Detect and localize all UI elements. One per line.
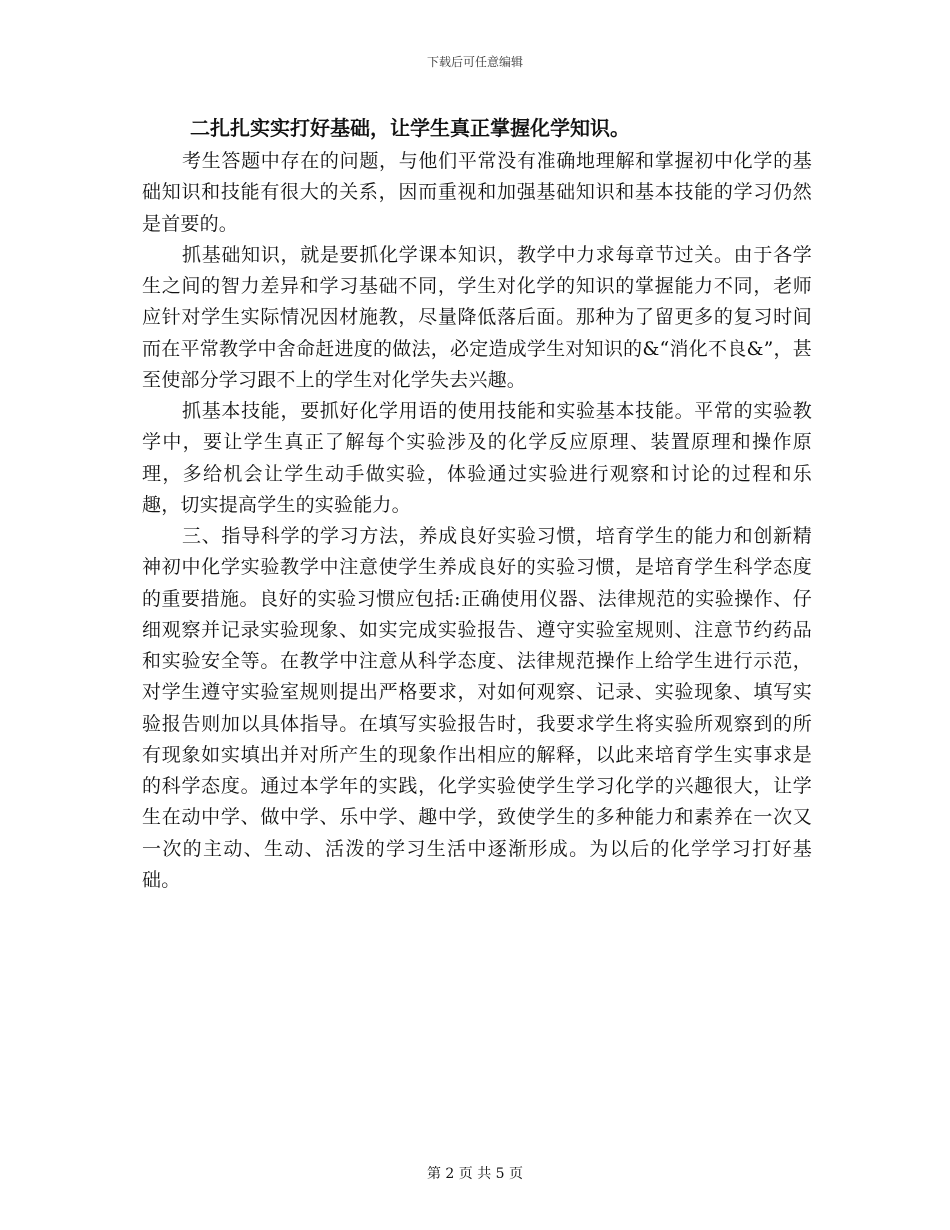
paragraph-1: 考生答题中存在的问题，与他们平常没有准确地理解和掌握初中化学的基础知识和技能有很大的关系，因而重视和加强基础知识和基本技能的学习仍然是首要的。 bbox=[142, 150, 812, 235]
paragraph-2: 抓基础知识，就是要抓化学课本知识，教学中力求每章节过关。由于各学生之间的智力差异和学习基础不同，学生对化学的知识的掌握能力不同，老师应针对学生实际情况因材施教，尽量降低落后面。那种为了留更多的复习时间而在平常教学中舍命赶进度的做法，必定造成学生对知识的&“消化不良&”，甚至使部分学习跟不上的学生对化学失去兴趣。 bbox=[142, 243, 812, 391]
section-heading: 二扎扎实实打好基础，让学生真正掌握化学知识。 bbox=[190, 116, 630, 140]
page-number: 第 2 页 共 5 页 bbox=[426, 1166, 524, 1182]
document-body bbox=[142, 110, 812, 896]
paragraph-3: 抓基本技能，要抓好化学用语的使用技能和实验基本技能。平常的实验教学中，要让学生真正了解每个实验涉及的化学反应原理、装置原理和操作原理，多给机会让学生动手做实验，体验通过实验进行观察和讨论的过程和乐趣，切实提高学生的实验能力。 bbox=[142, 400, 812, 516]
paragraph-4: 三、指导科学的学习方法，养成良好实验习惯，培育学生的能力和创新精神初中化学实验教学中注意使学生养成良好的实验习惯，是培育学生科学态度的重要措施。良好的实验习惯应包括:正确使用仪器、法律规范的实验操作、仔细观察并记录实验现象、如实完成实验报告、遵守实验室规则、注意节约药品和实验安全等。在教学中注意从科学态度、法律规范操作上给学生进行示范，对学生遵守实验室规则提出严格要求，对如何观察、记录、实验现象、填写实验报告则加以具体指导。在填写实验报告时，我要求学生将实验所观察到的所有现象如实填出并对所产生的现象作出相应的解释，以此来培育学生实事求是的科学态度。通过本学年的实践，化学实验使学生学习化学的兴趣很大，让学生在动中学、做中学、乐中学、趣中学，致使学生的多种能力和素养在一次又一次的主动、生动、活泼的学习生活中逐渐形成。为以后的化学学习打好基础。 bbox=[142, 525, 812, 891]
page-header: 下载后可任意编辑 bbox=[426, 55, 523, 69]
